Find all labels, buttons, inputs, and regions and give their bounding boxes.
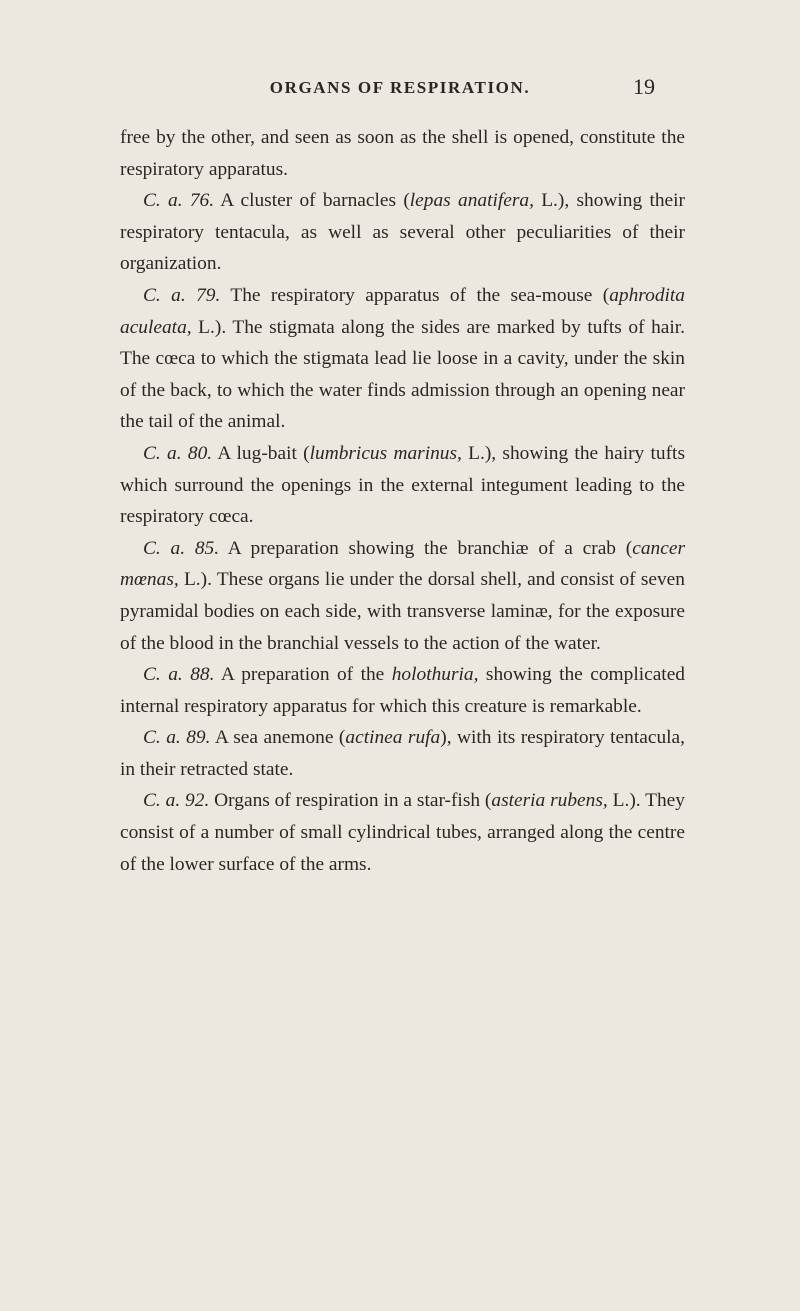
catalogue-ref: C. a. 89.	[143, 727, 211, 749]
body-text	[120, 122, 685, 880]
entry-text: A preparation showing the branchiæ of a crab (	[219, 537, 633, 559]
species-name: lumbricus marinus,	[309, 442, 462, 464]
running-title: ORGANS OF RESPIRATION.	[269, 78, 531, 97]
species-name: asteria rubens,	[491, 790, 608, 812]
species-name: aphrodita aculeata,	[120, 284, 685, 338]
entry-c-a-92	[120, 785, 685, 880]
entry-c-a-76	[120, 185, 685, 280]
catalogue-ref: C. a. 92.	[143, 790, 210, 812]
entry-c-a-79	[120, 280, 685, 438]
species-name: holothuria,	[391, 664, 479, 686]
entry-text: ), with its respiratory tentacula, in their retracted state.	[120, 727, 685, 780]
catalogue-ref: C. a. 76.	[143, 190, 215, 212]
entry-c-a-88	[120, 659, 685, 722]
entry-text: L.), showing their respiratory tentacula, as well as several other peculiarities of their organization.	[120, 190, 685, 275]
running-head	[0, 74, 800, 106]
page-number: 19	[633, 74, 655, 99]
entry-text: free by the other, and seen as soon as the shell is opened, constitute the respiratory apparatus.	[120, 127, 685, 180]
catalogue-ref: C. a. 85.	[143, 537, 220, 559]
entry-text: L.), showing the hairy tufts which surround the openings in the external integument leading to the respiratory cœca.	[120, 442, 685, 528]
entry-text: showing the complicated internal respiratory apparatus for which this creature is remarkable.	[120, 664, 685, 717]
entry-text: A preparation of the	[214, 664, 392, 686]
catalogue-ref: C. a. 79.	[143, 284, 221, 306]
entry-text: The respiratory apparatus of the sea-mouse (	[220, 284, 610, 306]
entry-text: Organs of respiration in a star-fish (	[209, 790, 492, 812]
entry-continuation	[120, 122, 685, 185]
entry-text: L.). The stigmata along the sides are marked by tufts of hair. The cœca to which the stigmata lead lie loose in a cavity, under the skin of the back, to which the water finds admission through an opening near the tail of the animal.	[120, 316, 685, 433]
catalogue-ref: C. a. 88.	[143, 664, 215, 686]
entry-c-a-80	[120, 438, 685, 533]
species-name: actinea rufa	[345, 727, 441, 749]
entry-text: A sea anemone (	[210, 727, 346, 749]
species-name: cancer mœnas,	[120, 537, 685, 591]
species-name: lepas anatifera,	[409, 190, 534, 212]
entry-c-a-89	[120, 722, 685, 785]
catalogue-ref: C. a. 80.	[143, 442, 213, 464]
entry-text: L.). These organs lie under the dorsal shell, and consist of seven pyramidal bodies on each side, with transverse laminæ, for the exposure of the blood in the branchial vessels to the action of the water.	[120, 569, 685, 654]
entry-text: L.). They consist of a number of small cylindrical tubes, arranged along the centre of the lower surface of the arms.	[120, 790, 685, 875]
entry-c-a-85	[120, 533, 685, 659]
entry-text: A cluster of barnacles (	[214, 190, 410, 212]
entry-text: A lug-bait (	[212, 442, 310, 464]
